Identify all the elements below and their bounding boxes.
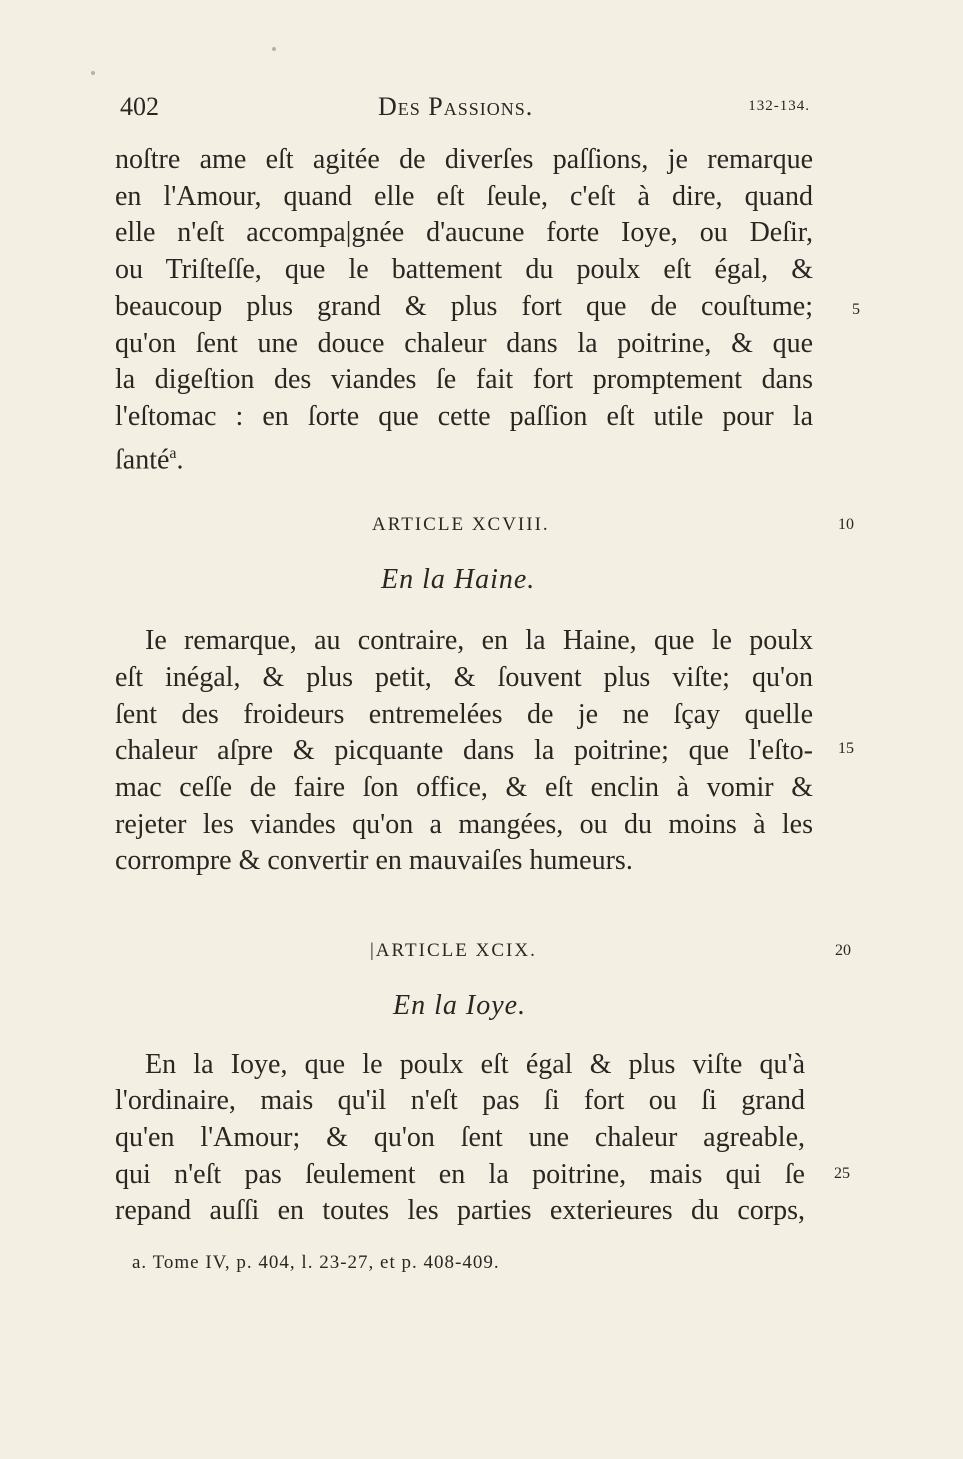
line-number: 5 (852, 301, 860, 318)
line-number: 15 (838, 740, 854, 757)
text-line: ſent des froideurs entremelées de je ne ſçay quelle (115, 699, 813, 730)
text-line: mac ceſſe de faire ſon office, & eſt enclin à vomir & (115, 772, 813, 803)
text-line: elle n'eſt accompa|gnée d'aucune forte Ioye, ou Deſir, (115, 217, 813, 248)
text-line: Ie remarque, au contraire, en la Haine, que le poulx (145, 625, 813, 656)
line-number: 25 (834, 1165, 850, 1182)
text-line: qui n'eſt pas ſeulement en la poitrine, mais qui ſe (115, 1159, 805, 1190)
running-header (120, 88, 810, 128)
page-range: 132-134. (748, 98, 810, 114)
text-line: eſt inégal, & plus petit, & ſouvent plus viſte; qu'on (115, 662, 813, 693)
footnote: a. Tome IV, p. 404, l. 23-27, et p. 408-409. (132, 1252, 500, 1273)
text-line: l'eſtomac : en ſorte que cette paſſion eſt utile pour la (115, 401, 813, 432)
speck (91, 71, 95, 75)
speck (272, 47, 276, 51)
punctuation: . (176, 444, 184, 476)
text-line: qu'en l'Amour; & qu'on ſent une chaleur agreable, (115, 1122, 805, 1153)
text-line: En la Ioye, que le poulx eſt égal & plus viſte qu'à (145, 1049, 805, 1080)
text-line: beaucoup plus grand & plus fort que de couſtume; (115, 291, 813, 322)
running-title: Des Passions. (378, 92, 534, 121)
article-heading: ARTICLE XCVIII. (372, 514, 550, 535)
text-line: corrompre & convertir en mauvaiſes humeurs. (115, 845, 633, 876)
footnote-ref: a (169, 445, 177, 462)
text-line: la digeſtion des viandes ſe fait fort promptement dans (115, 364, 813, 395)
text-line: chaleur aſpre & picquante dans la poitrine; que l'eſto- (115, 735, 813, 766)
line-number: 10 (838, 516, 854, 533)
page-number: 402 (120, 92, 159, 121)
section-title: En la Haine. (381, 564, 536, 595)
text-line (115, 436, 813, 476)
text-line: rejeter les viandes qu'on a mangées, ou du moins à les (115, 809, 813, 840)
text-fragment: ſanté (115, 444, 170, 476)
text-line: ou Triſteſſe, que le battement du poulx eſt égal, & (115, 254, 813, 285)
text-line: repand auſſi en toutes les parties exterieures du corps, (115, 1195, 805, 1226)
text-line: en l'Amour, quand elle eſt ſeule, c'eſt à dire, quand (115, 181, 813, 212)
line-number: 20 (835, 942, 851, 959)
text-line: l'ordinaire, mais qu'il n'eſt pas ſi fort ou ſi grand (115, 1085, 805, 1116)
section-title: En la Ioye. (393, 990, 527, 1021)
text-line: noſtre ame eſt agitée de diverſes paſſions, je remarque (115, 144, 813, 175)
article-heading: |ARTICLE XCIX. (370, 940, 537, 961)
text-line: qu'on ſent une douce chaleur dans la poitrine, & que (115, 328, 813, 359)
